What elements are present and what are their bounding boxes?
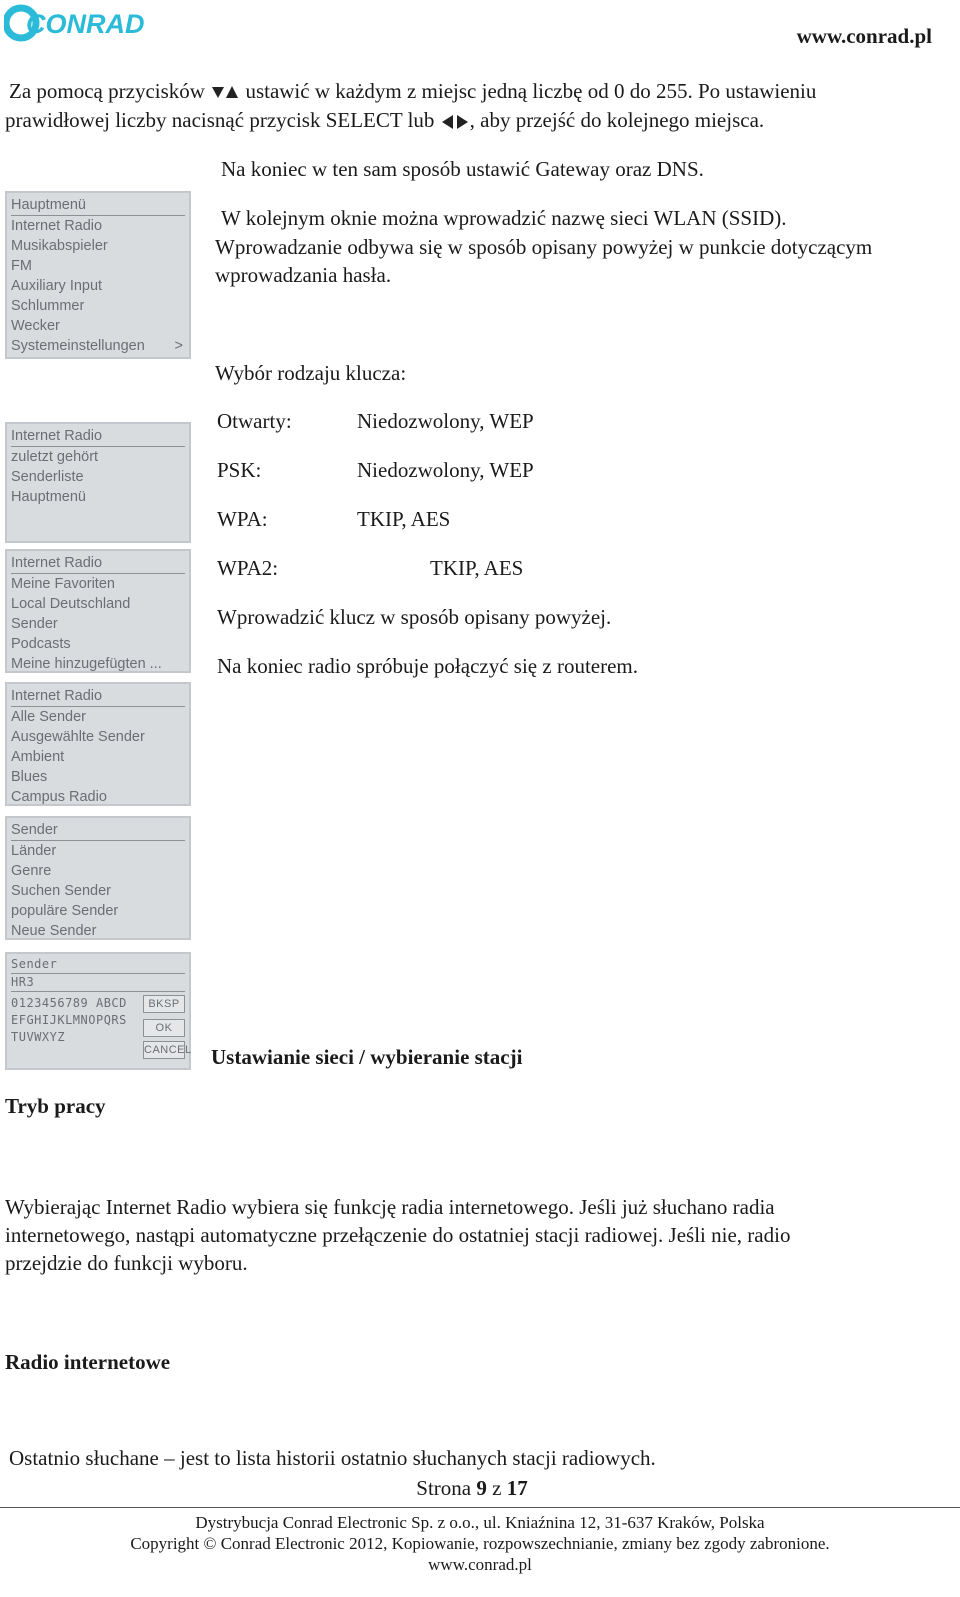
- body-line-3: przejdzie do funkcji wyboru.: [5, 1251, 248, 1275]
- menu-item-label: Systemeinstellungen: [11, 338, 145, 354]
- menu-item: Meine hinzugefügten ...: [11, 656, 162, 672]
- screen-title: Internet Radio: [11, 426, 185, 447]
- key-type-title: Wybór rodzaju klucza:: [215, 361, 407, 385]
- menu-item: Senderliste: [11, 469, 84, 485]
- mode-heading: Tryb pracy: [5, 1094, 106, 1118]
- menu-item: Campus Radio: [11, 789, 107, 805]
- menu-item: Alle Sender: [11, 709, 86, 725]
- setup-heading: Ustawianie sieci / wybieranie stacji: [211, 1045, 523, 1069]
- body-line-1: Wybierając Internet Radio wybiera się funkcję radia internetowego. Jeśli już słuchano radia: [5, 1195, 775, 1219]
- footer-divider: [0, 1507, 960, 1508]
- menu-item: Blues: [11, 769, 48, 785]
- menu-item: Local Deutschland: [11, 596, 131, 612]
- page-number: [0, 1474, 944, 1503]
- intro-line-1: [9, 77, 816, 106]
- screen-keyboard: [5, 952, 191, 1070]
- menu-item: FM: [11, 258, 32, 274]
- menu-item: Genre: [11, 863, 52, 879]
- screen-title: Sender: [11, 956, 185, 974]
- key-label: Otwarty:: [217, 409, 292, 433]
- footer-line-3: www.conrad.pl: [428, 1555, 532, 1574]
- menu-item: Schlummer: [11, 298, 85, 314]
- last-heard-text: Ostatnio słuchane – jest to lista historii ostatnio słuchanych stacji radiowych.: [9, 1446, 656, 1470]
- intro-text: Za pomocą przycisków: [9, 79, 205, 103]
- keyboard-input: HR3: [11, 974, 185, 992]
- menu-item: Neue Sender: [11, 923, 97, 939]
- svg-text:CONRAD: CONRAD: [26, 9, 145, 39]
- ssid-text-2: Wprowadzanie odbywa się w sposób opisany powyżej w punkcie dotyczącym: [215, 235, 873, 259]
- enter-key-text: Wprowadzić klucz w sposób opisany powyżej.: [217, 605, 612, 629]
- menu-item: [11, 336, 185, 356]
- menu-item: Ambient: [11, 749, 65, 765]
- menu-item: Sender: [11, 616, 58, 632]
- footer-line-2: Copyright © Conrad Electronic 2012, Kopiowanie, rozpowszechnianie, zmiany bez zgody zabronione.: [130, 1534, 830, 1553]
- key-value: TKIP, AES: [357, 507, 451, 531]
- key-value: TKIP, AES: [430, 556, 524, 580]
- screen-internet-radio: [5, 422, 191, 543]
- menu-item: Meine Favoriten: [11, 576, 115, 592]
- screen-all-stations: [5, 682, 191, 806]
- menu-item: Wecker: [11, 318, 60, 334]
- keyboard-row: TUVWXYZ: [11, 1030, 66, 1044]
- menu-item: zuletzt gehört: [11, 449, 99, 465]
- intro-line-2: [5, 106, 764, 135]
- keyboard-row: EFGHIJKLMNOPQRS: [11, 1013, 127, 1027]
- menu-item: Podcasts: [11, 636, 71, 652]
- up-down-arrows-icon: [210, 83, 240, 103]
- backspace-key: BKSP: [143, 995, 185, 1013]
- key-value: Niedozwolony, WEP: [357, 458, 534, 482]
- ok-key: OK: [143, 1019, 185, 1037]
- keyboard-row: 0123456789 ABCD: [11, 996, 127, 1010]
- ssid-text-1: W kolejnym oknie można wprowadzić nazwę sieci WLAN (SSID).: [221, 206, 787, 230]
- screen-title: Internet Radio: [11, 553, 185, 574]
- menu-item: Länder: [11, 843, 57, 859]
- screen-favorites: [5, 549, 191, 673]
- ssid-text-3: wprowadzania hasła.: [215, 263, 392, 287]
- menu-item: Ausgewählte Sender: [11, 729, 145, 745]
- page-total: 17: [506, 1476, 528, 1500]
- screen-title: Sender: [11, 820, 185, 841]
- screen-title: Internet Radio: [11, 686, 185, 707]
- menu-item: Hauptmenü: [11, 489, 86, 505]
- menu-item: Suchen Sender: [11, 883, 111, 899]
- key-label: WPA:: [217, 507, 268, 531]
- connect-text: Na koniec radio spróbuje połączyć się z routerem.: [217, 654, 638, 678]
- screen-title: Hauptmenü: [11, 195, 185, 216]
- key-value: Niedozwolony, WEP: [357, 409, 534, 433]
- body-line-2: internetowego, nastąpi automatyczne przełączenie do ostatniej stacji radiowej. Jeśli nie, radio: [5, 1223, 791, 1247]
- key-label: PSK:: [217, 458, 262, 482]
- cancel-key: CANCEL: [143, 1041, 185, 1059]
- conrad-logo: [4, 2, 154, 42]
- screen-main-menu: [5, 191, 191, 359]
- chevron-right-icon: >: [174, 338, 183, 354]
- page-prefix: Strona: [416, 1476, 472, 1500]
- screen-sender: [5, 816, 191, 940]
- website-url: www.conrad.pl: [796, 24, 932, 48]
- footer-line-1: Dystrybucja Conrad Electronic Sp. z o.o., ul. Kniaźnina 12, 31-637 Kraków, Polska: [195, 1513, 765, 1532]
- menu-item: populäre Sender: [11, 903, 119, 919]
- menu-item: Musikabspieler: [11, 238, 108, 254]
- page-current: 9: [476, 1476, 487, 1500]
- gateway-text: Na koniec w ten sam sposób ustawić Gateway oraz DNS.: [221, 157, 704, 181]
- radio-heading: Radio internetowe: [5, 1350, 171, 1374]
- intro-text: ustawić w każdym z miejsc jedną liczbę od 0 do 255. Po ustawieniu: [245, 79, 817, 103]
- menu-item: Internet Radio: [11, 218, 103, 234]
- key-label: WPA2:: [217, 556, 279, 580]
- intro-text: prawidłowej liczby nacisnąć przycisk SELECT lub: [5, 108, 435, 132]
- left-right-arrows-icon: [440, 112, 470, 132]
- intro-text: , aby przejść do kolejnego miejsca.: [469, 108, 765, 132]
- page-sep: z: [492, 1476, 502, 1500]
- menu-item: Auxiliary Input: [11, 278, 103, 294]
